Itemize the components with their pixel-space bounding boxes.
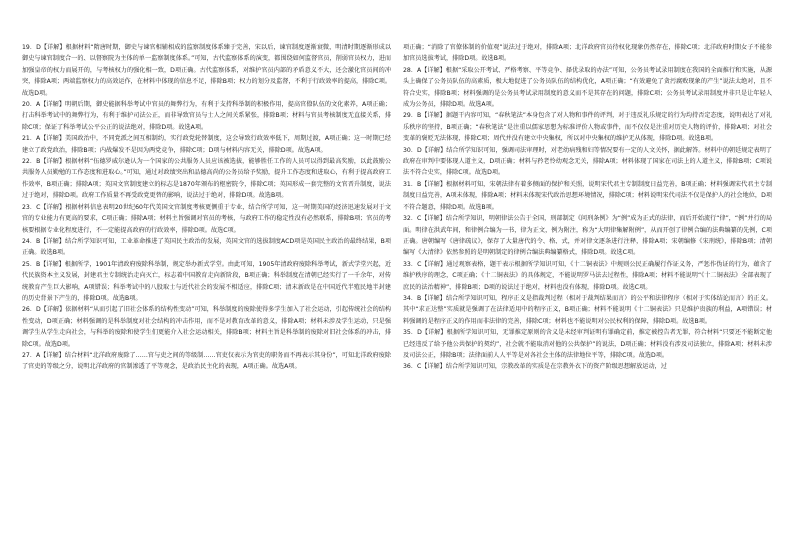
answer-30: 30．D【详解】结合所学知识可知，强调司法审理时，对老幼病残和妇等情况要有一定的人文关怀，据此解答。材料中的朝廷规定表明了政府在审判中要体现人道主义，D项正确；材料与矜老怜幼观念无关，排除A项；材料体现了国家在司法上的人道主义，排除B项；C项说法不符合史实，排除C项。故选D项。 — [403, 146, 772, 177]
answer-35: 35．D【详解】根据所学知识可知，无罪推定原则的含义是未经审判证明有罪确定前，推定被控告者无罪，符合材料“只要还不能断定他已经违反了给予他公共保护的契约”，社会就不能取消对他的公共保护”的说法，D项正确；材料没有涉及司法独立，排除A项；材料未涉及司法公正，排除B项；法律面前人人平等是对各社会主体的法律地位平等，排除C项。故选D项。 — [403, 329, 772, 359]
answer-34: 34．B【详解】结合所学知识可知，程序正义是指裁判过程（相对于裁判结果而言）的公平和法律程序（相对于实体结论而言）的正义。其中“求正达整”实质就是强调了在法律适用中的程序正义，B项正确；材料不能说明《十二铜表法》只是维护贵族的利益，A项错误；材料强调的是程序正义的作用而非法律的完善，排除C项；材料也不能说明对公民权利的保障，排除D项。故选B项。 — [403, 294, 772, 325]
answer-26: 26．D【详解】依据材料“从而引起了旧社会体系的结构性变动”可知，科举制度的废除使得多学生加入了社会运动，引起传统社会的结构性变动，D项正确；材料强调的是科举制度对社会结构的冲击作用，而不是对教育改革的意义，排除A项；材料未涉及学生运动，只是强调学生从学生走向社会，与科举的废除和使学生们更能介入社会运动相关，排除B项；材料主旨是科举制的废除对旧社会体系的冲击，排除C项。故选D项。 — [22, 306, 391, 348]
answer-20: 20．A【详解】明朝后期，御史能据科举考试中官员的舞弊行为，有利于支持科举制的积极作用，提高官僚队伍的文化素养，A项正确；打击科举考试中的舞弊行为，有利于维护司法公正，而非导致官员与士人之间关系紧张，排除B项；材料与官员考核制度无直接关系，排除C项；保证了科举考试公平公正的说法绝对，排除D项。故选A项。 — [22, 101, 391, 131]
right-column — [403, 42, 772, 556]
left-column — [22, 42, 391, 556]
answer-19: 19．D【详解】根据材料“隋唐时期，御史与谏官相辅相成的监察制度体系臻于完善，宋以后，谏官制度逐渐衰微，明清时期逐渐形成以御史与谏官制度合一的、以督察院为主体的单一监察制度体系。”可知，古代监察体系的演变，都围绕如何监督官员，削弱官员权力，进而加强皇帝的权力而展开的，与考核权力的强化相一致，D项正确。古代监察体系，对维护官员内部的矛盾意义不大，还会激化官员间的冲突，排除A项；两端监察权力的高效运作，在材料中体现的信息不足，排除B项；权力的划分及监督，不利于行政效率的提高，排除C项。故选D项。 — [22, 44, 391, 97]
answer-27: 27．A【详解】结合材料“北洋政府废除了……官与吏之间的等级制……官吏仅表示为官吏的职务而不再表示其身份”，可知北洋政府废除了官吏的等级之分，说明北洋政府的官制渗透了平等观念，是政治民主化的表现，A项正确。故选A项。 — [22, 351, 391, 371]
answer-27-continued: 项正确；“消除了官僚体制的价值观”说法过于绝对，排除A项；北洋政府官员待权化现象仍然存在，排除C项；北洋政府时期女子不能参加官员选拔考试，排除D项。故选B项。 — [403, 44, 772, 63]
answer-36: 36．C【详解】结合所学知识可知，宗教改革的实质是在宗教外衣下的资产阶级思想解放运动，过 — [403, 363, 667, 371]
answer-31: 31．B【详解】根据材料可知，宋朝法律有着多侧面的保护和关照，说明宋代君主专制制度日益完善，B项正确；材料强调宋代君主专制制度日益完善，A项未体现，排除A项；材料未体现宋代政治思想环境情况，排除C项；材料说明宋代司法不仅是保护人的社会地位，D项不符合题意，排除D项。故选B项。 — [403, 180, 772, 211]
answer-21: 21．A【详解】美国政治中，不同党派之间互相制约，实行政党轮替制度，这会导致行政效率低下，周期过渡，A项正确；这一时期已经建立了政党政治，排除B项；内战爆发不是因为两党竞争，排除C项；D项与材料内容无关，排除D项。故选A项。 — [22, 135, 391, 154]
answer-29: 29．B【详解】据题干内容可知，“春秋笔法”本身包含了对人物和事件的评判，对于违反礼乐规定的行为均持否定态度，说明表达了对礼乐秩序的坚持，B项正确；“春秋笔法”是注重以儒家思想为标准评价人物或事件，而不仅仅是注重对历史人物的评价，排除A项；对社会变革的褒贬无法体现，排除C项；周代并没有建立中央集权，所以对中央集权的维护无从体现，排除D项。故选B项。 — [403, 112, 772, 143]
answer-28: 28．A【详解】根据“采取公开考试、严格考察、平等竞争、择优录取的办法”可知，公务员考试录用制度在我国的全面推行和实施，从源头上确保了公务员队伍的高素质，极大地促进了公务员队伍的结构优化，A项正确；“有效避免了贪污腐败现象的产生”说法太绝对，且不符合史实，排除B项；材料强调的是公务员考试录用制度的意义而不是其存在的问题，排除C项；公务员考试录用制度并非只是让年轻人成为公务员，排除D项。故选A项。 — [403, 66, 772, 109]
answer-25: 25．B【详解】根据所学，1901年清政府废除科举制，规定举办新式学堂。由此可知，1905年清政府废除科举考试，新式学堂兴起，近代民族资本主义发展，封建君主专制统治走向灭亡，标志着中国教育走向新阶段，B项正确；科举制度在清朝已经实行了一千余年，对传统教育产生巨大影响，A项错误；科举考试中的八股取士与近代社会的发展不相适应，排除C项；清末新政是在中国近代半殖民地半封建的历史背景下产生的，排除D项。故选B项。 — [22, 260, 391, 302]
answer-32: 32．C【详解】结合所学知识，明朝律法公告于全国，刑部制定《问刑条例》为“例”成为正式的法律，而后开始流行“律”，“例”并行的局面。明律在洪武年间，和律例合编为一书，律为正文，例为附注，称为“大明律集解附例”，从而开创了律例合编的法典编纂的先例，C项正确。唐朝编写《唐律疏议》，保存了大量唐代的令、格、式，并对律文逐条进行注释，排除A项；宋朝编修《宋刑统》，排除B项；清朝编写《大清律》依然参照的是明朝制定的律例合编法典编纂格式，排除D项。故选C项。 — [403, 215, 772, 257]
answer-24: 24．B【详解】结合所学知识可知，工业革命推进了英国民主政治的发展，英国文官的选拔制度ACD项是英国民主政治的最终结果，B项正确。故选B项。 — [22, 237, 391, 257]
answer-22: 22．B【详解】根据材料“伍德罗威尔逊认为一个国家的公共服务人员应该被选拔，能够胜任工作的人员可以得到最高奖励，以此鼓励公共服务人员勤勉的工作态度和进取心。”可知，通过对政绩突出和品德高尚的公务员给予奖励，提升工作态度和进取心，有利于提高政府工作效率，B项正确；排除A项；英国文官制度建立的标志是1870年颁布的枢密院令，排除C项；英国形成一套完整的文官晋升制度，说法过于绝对，排除D项。政府工作质量不再受政党更替的影响，说法过于绝对，排除D项。故选B项。 — [22, 158, 391, 200]
answer-33: 33．C【详解】通过观察表格，题干表示根据所学知识可知，《十二铜表法》中规则公民正确履行作证义务，严惩作伪证的行为，蕴含了维护秩序的理念，C项正确；《十二铜表法》的具体规定，不能说明罗马法去过程性，排除A项；材料不能说明“《十二铜表法》全部表现了庶民的法治精神”，排除B项；D项的说法过于绝对，材料也没有体现，排除D项。故选C项。 — [403, 260, 772, 291]
answer-23: 23．C【详解】根据材料信息表明20世纪60年代美国文官制度考核更侧重于专业，结合所学可知，这一时期美国的经济迅速发展对于文官的专业能力有更高的要求，C项正确；排除A项；材料主旨强调对官员的考核，与政府工作的稳定性没有必然联系，排除B项；官员的考核要根据专业化程度进行，不一定能提高政府的行政效率，排除D项。故选C项。 — [22, 203, 391, 234]
